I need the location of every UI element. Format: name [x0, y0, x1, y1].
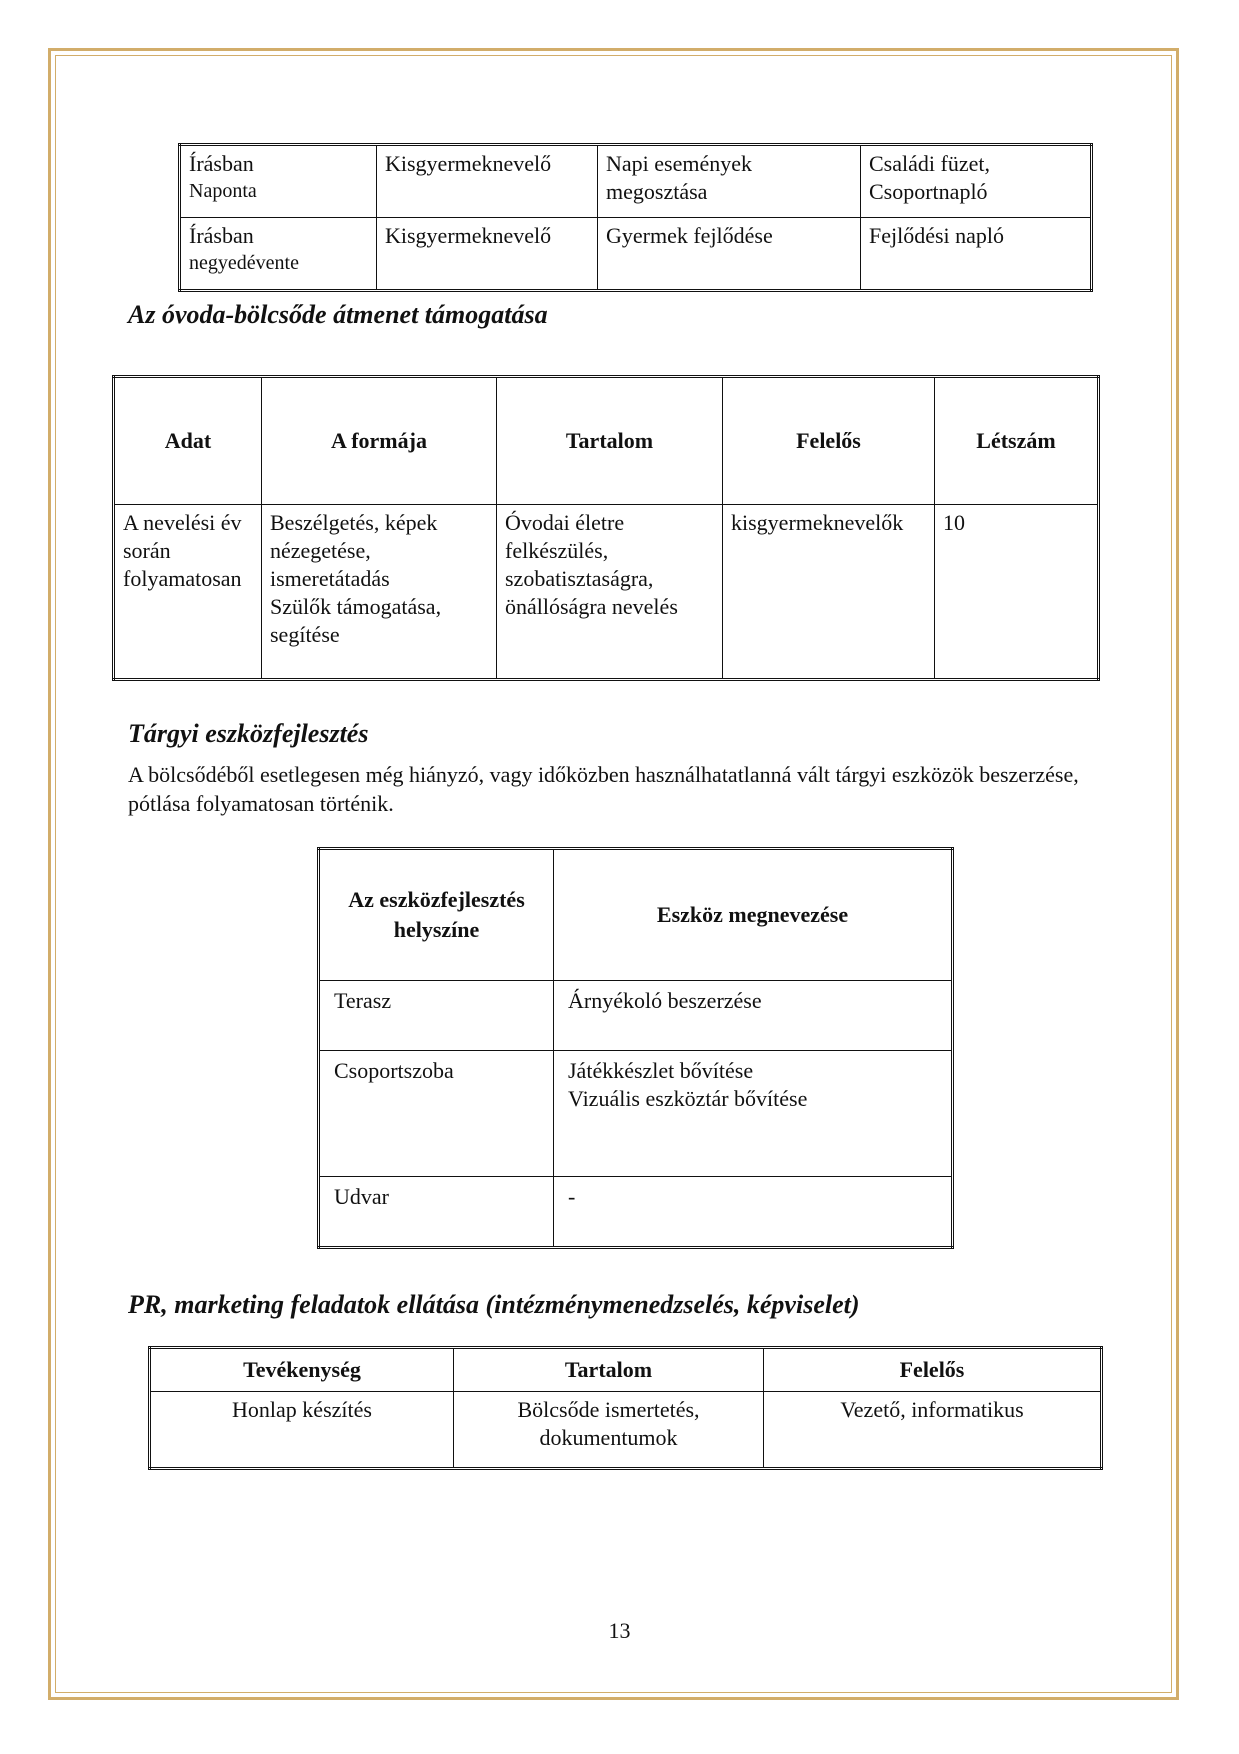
cell-item: Árnyékoló beszerzése	[554, 981, 953, 1051]
table-row	[319, 981, 953, 1051]
cell-place: Csoportszoba	[319, 1051, 554, 1177]
cell-content: Óvodai életre felkészülés, szobatisztaságra, önállóságra nevelés	[497, 505, 723, 680]
cell-responsible: kisgyermeknevelők	[723, 505, 935, 680]
table-cell	[180, 145, 377, 218]
cell-document: Családi füzet, Csoportnapló	[861, 145, 1092, 218]
column-header: Felelős	[723, 377, 935, 505]
cell-activity: Honlap készítés	[150, 1392, 454, 1469]
cell-form: Írásban	[189, 223, 254, 248]
cell-data: A nevelési év során folyamatosan	[114, 505, 262, 680]
table-header-row	[114, 377, 1099, 505]
column-header: Tartalom	[497, 377, 723, 505]
cell-document: Fejlődési napló	[861, 218, 1092, 291]
column-header: Létszám	[935, 377, 1099, 505]
cell-content: Napi események megosztása	[598, 145, 861, 218]
cell-content: Bölcsőde ismertetés, dokumentumok	[454, 1392, 764, 1469]
cell-place: Terasz	[319, 981, 554, 1051]
communication-table	[178, 143, 1093, 292]
cell-responsible: Kisgyermeknevelő	[377, 145, 598, 218]
cell-place: Udvar	[319, 1177, 554, 1248]
cell-form: Beszélgetés, képek nézegetése, ismeretátadás Szülők támogatása, segítése	[262, 505, 497, 680]
table-row	[319, 1051, 953, 1177]
cell-frequency: Naponta	[189, 180, 257, 202]
table-row	[180, 145, 1092, 218]
table-row	[180, 218, 1092, 291]
cell-responsible: Kisgyermeknevelő	[377, 218, 598, 291]
cell-item: -	[554, 1177, 953, 1248]
cell-form: Írásban	[189, 151, 254, 176]
cell-count: 10	[935, 505, 1099, 680]
transition-table	[112, 375, 1100, 681]
cell-item: Játékkészlet bővítése Vizuális eszköztár bővítése	[554, 1051, 953, 1177]
column-header: Eszköz megnevezése	[554, 849, 953, 981]
cell-content: Gyermek fejlődése	[598, 218, 861, 291]
table-header-row	[319, 849, 953, 981]
cell-responsible: Vezető, informatikus	[764, 1392, 1102, 1469]
pr-table	[148, 1346, 1103, 1470]
table-header-row	[150, 1348, 1102, 1392]
column-header: Felelős	[764, 1348, 1102, 1392]
section-heading-equipment: Tárgyi eszközfejlesztés	[128, 719, 369, 748]
table-row	[114, 505, 1099, 680]
table-row	[150, 1392, 1102, 1469]
column-header: Az eszközfejlesztés helyszíne	[319, 849, 554, 981]
column-header: A formája	[262, 377, 497, 505]
column-header: Tevékenység	[150, 1348, 454, 1392]
equipment-paragraph: A bölcsődéből esetlegesen még hiányzó, vagy időközben használhatatlanná vált tárgyi eszközök beszerzése, pótlása folyamatosan történik.	[128, 762, 1079, 816]
table-row	[319, 1177, 953, 1248]
cell-frequency: negyedévente	[189, 252, 299, 274]
column-header: Tartalom	[454, 1348, 764, 1392]
equipment-table	[317, 847, 954, 1249]
page-number: 13	[608, 1618, 631, 1643]
section-heading-transition: Az óvoda-bölcsőde átmenet támogatása	[128, 300, 548, 329]
section-heading-pr: PR, marketing feladatok ellátása (intézménymenedzselés, képviselet)	[128, 1290, 860, 1319]
column-header: Adat	[114, 377, 262, 505]
table-cell	[180, 218, 377, 291]
